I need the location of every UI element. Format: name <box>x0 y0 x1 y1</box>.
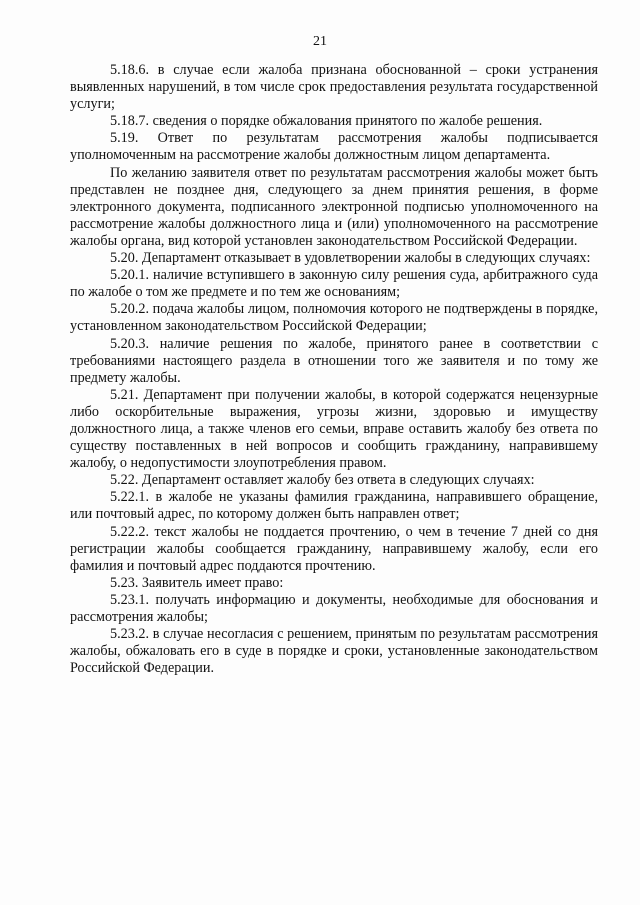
paragraph-5-19: 5.19. Ответ по результатам рассмотрения жалобы подписывается уполномоченным на рассмотрение жалобы должностным лицом департамента. <box>70 130 598 164</box>
paragraph-5-20: 5.20. Департамент отказывает в удовлетворении жалобы в следующих случаях: <box>110 250 591 267</box>
paragraph-5-22-2: 5.22.2. текст жалобы не поддается прочтению, о чем в течение 7 дней со дня регистрации жалобы сообщается гражданину, направившему жалобу, если его фамилия и почтовый адрес поддаются прочтению. <box>70 523 598 574</box>
paragraph-5-22: 5.22. Департамент оставляет жалобу без ответа в следующих случаях: <box>110 472 535 489</box>
paragraph-5-23-1: 5.23.1. получать информацию и документы, необходимые для обоснования и рассмотрения жалобы; <box>70 591 598 625</box>
document-body <box>70 62 598 677</box>
paragraph-5-22-1: 5.22.1. в жалобе не указаны фамилия гражданина, направившего обращение, или почтовый адрес, по которому должен быть направлен ответ; <box>70 489 598 523</box>
page-number: 21 <box>313 34 327 49</box>
paragraph-5-20-2: 5.20.2. подача жалобы лицом, полномочия которого не подтверждены в порядке, установленном законодательством Российской Федерации; <box>70 301 598 335</box>
paragraph-5-21: 5.21. Департамент при получении жалобы, в которой содержатся нецензурные либо оскорбительные выражения, угрозы жизни, здоровью и имуществу должностного лица, а также членов его семьи, вправе оставить жалобу без ответа по существу поставленных в ней вопросов и сообщить гражданину, направившему жалобу, о недопустимости злоупотребления правом. <box>70 386 598 472</box>
paragraph-5-23-2: 5.23.2. в случае несогласия с решением, принятым по результатам рассмотрения жалобы, обжаловать его в суде в порядке и сроки, установленные законодательством Российской Федерации. <box>70 626 598 677</box>
paragraph-5-20-1: 5.20.1. наличие вступившего в законную силу решения суда, арбитражного суда по жалобе о том же предмете и по тем же основаниям; <box>70 267 598 301</box>
paragraph-electronic-response: По желанию заявителя ответ по результатам рассмотрения жалобы может быть представлен не позднее дня, следующего за днем принятия решения, в форме электронного документа, подписанного электронной подписью уполномоченного на рассмотрение жалобы должностного лица и (или) уполномоченного на рассмотрение жалобы органа, вид которой установлен законодательством Российской Федерации. <box>70 164 598 249</box>
paragraph-5-18-7: 5.18.7. сведения о порядке обжалования принятого по жалобе решения. <box>110 113 543 130</box>
paragraph-5-20-3: 5.20.3. наличие решения по жалобе, принятого ранее в соответствии с требованиями настоящего раздела в отношении того же заявителя и по тому же предмету жалобы. <box>70 335 598 386</box>
paragraph-5-18-6: 5.18.6. в случае если жалоба признана обоснованной – сроки устранения выявленных нарушений, в том числе срок предоставления результата государственной услуги; <box>70 62 598 113</box>
paragraph-5-23: 5.23. Заявитель имеет право: <box>110 574 284 591</box>
